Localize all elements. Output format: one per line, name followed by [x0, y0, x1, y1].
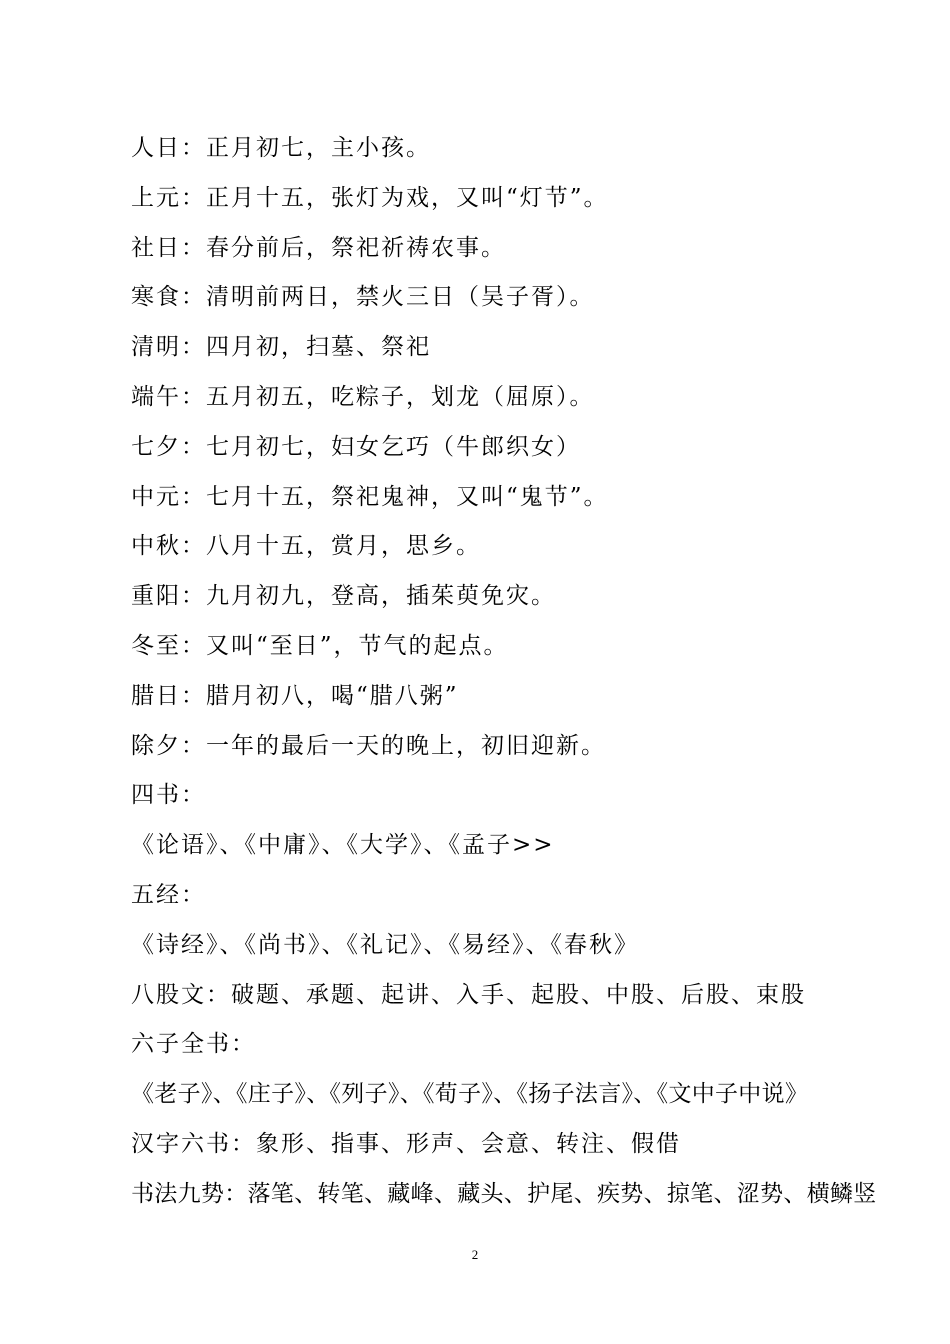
text-line: 寒食：清明前两日，禁火三日（吴子胥）。	[131, 284, 595, 311]
text-line: 冬至：又叫“至日”，节气的起点。	[131, 632, 509, 659]
text-body	[131, 124, 891, 1220]
text-line: 上元：正月十五，张灯为戏，又叫“灯节”。	[131, 184, 609, 211]
section-heading: 四书：	[131, 782, 206, 809]
text-line: 《老子》、《庄子》、《列子》、《荀子》、《扬子法言》、《文中子中说》	[131, 1081, 809, 1108]
text-line: 端午：五月初五，吃粽子，划龙（屈原）。	[131, 383, 595, 410]
text-line: 八股文：破题、承题、起讲、入手、起股、中股、后股、束股	[131, 981, 806, 1008]
text-line: 《诗经》、《尚书》、《礼记》、《易经》、《春秋》	[131, 931, 639, 958]
text-line: 中元：七月十五，祭祀鬼神，又叫“鬼节”。	[131, 483, 609, 510]
text-line: 中秋：八月十五，赏月，思乡。	[131, 533, 481, 560]
text-line: 社日：春分前后，祭祀祈祷农事。	[131, 234, 506, 261]
text-line: 《论语》、《中庸》、《大学》、《孟子>>	[131, 832, 555, 859]
text-line: 汉字六书：象形、指事、形声、会意、转注、假借	[131, 1130, 681, 1157]
text-line: 重阳：九月初九，登高，插茱萸免灾。	[131, 583, 556, 610]
text-line: 腊日：腊月初八，喝“腊八粥”	[131, 682, 459, 709]
text-line: 清明：四月初，扫墓、祭祀	[131, 334, 431, 361]
page-number: 2	[471, 1247, 479, 1262]
text-line: 七夕：七月初七，妇女乞巧（牛郎织女）	[131, 433, 581, 460]
section-heading: 六子全书：	[131, 1031, 256, 1058]
section-heading: 五经：	[131, 881, 206, 908]
text-line: 书法九势：落笔、转笔、藏峰、藏头、护尾、疾势、掠笔、涩势、横鳞竖	[131, 1180, 877, 1207]
text-line: 除夕：一年的最后一天的晚上，初旧迎新。	[131, 732, 606, 759]
text-line: 人日：正月初七，主小孩。	[131, 135, 431, 161]
